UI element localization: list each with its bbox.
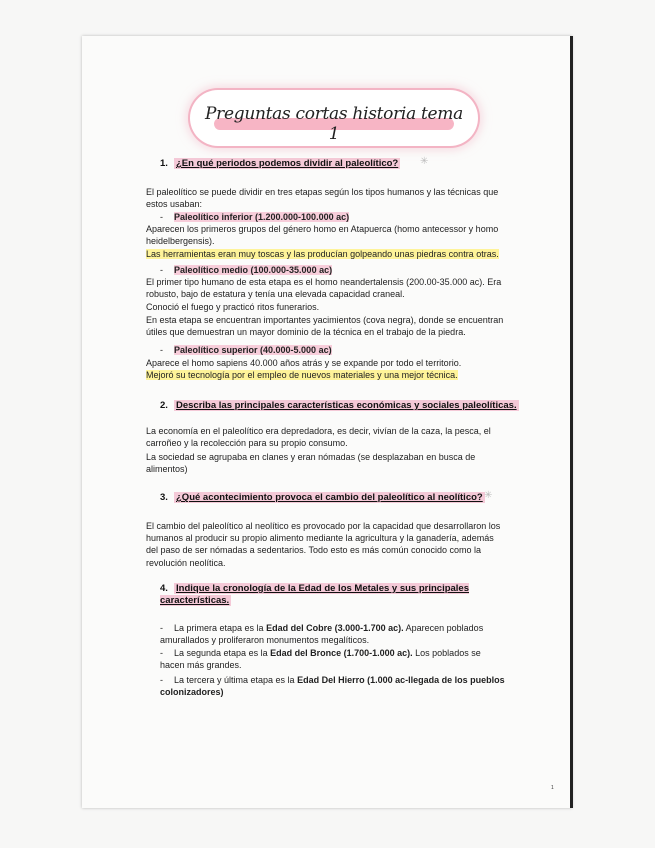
period-2-body3: En esta etapa se encuentran importantes yacimientos (cova negra), donde se encuentran útiles que demuestran un mayor dominio de la técnica en el trabajo de la piedra. xyxy=(146,315,504,338)
period-1-heading: - Paleolítico inferior (1.200.000-100.000 ac) xyxy=(160,212,350,222)
q1-intro: El paleolítico se puede dividir en tres etapas según los tipos humanos y las técnicas que estos usaban: xyxy=(146,187,499,210)
question-text: Indique la cronología de la Edad de los Metales y sus principales características. xyxy=(160,583,469,606)
question-number: 2. xyxy=(160,400,168,411)
question-2 xyxy=(160,400,519,412)
question-text: ¿En qué periodos podemos dividir al paleolítico? xyxy=(176,158,399,169)
question-number: 1. xyxy=(160,158,168,169)
period-3-heading: - Paleolítico superior (40.000-5.000 ac) xyxy=(160,345,332,355)
metals-item-1: - La primera etapa es la Edad del Cobre (3.000-1.700 ac). Aparecen poblados amurallados y proliferaron monumentos megalíticos. xyxy=(160,623,484,645)
q3-paragraph: El cambio del paleolítico al neolítico es provocado por la capacidad que desarrollaron los humanos al producir su propio alimento mediante la agricultura y la ganadería, además del paso de ser nómadas a sedentarios. Todo esto es más común conocido como la revolución neolítica. xyxy=(146,521,501,568)
metals-item-2: - La segunda etapa es la Edad del Bronce (1.700-1.000 ac). Los poblados se hacen más grandes. xyxy=(160,648,481,670)
period-3-body2: Mejoró su tecnología por el empleo de nuevos materiales y una mejor técnica. xyxy=(146,370,458,380)
period-1-body2: Las herramientas eran muy toscas y las producían golpeando unas piedras contra otras. xyxy=(146,249,499,259)
metals-item-3: - La tercera y última etapa es la Edad Del Hierro (1.000 ac-llegada de los pueblos colonizadores) xyxy=(160,675,505,697)
period-3-body: Aparece el homo sapiens 40.000 años atrás y se expande por todo el territorio. xyxy=(146,358,462,368)
q2-paragraph-1: La economía en el paleolítico era depredadora, es decir, vivían de la caza, la pesca, el carroñeo y la recolección para su propio consumo. xyxy=(146,426,491,449)
question-number: 4. xyxy=(160,583,168,594)
document-title: Preguntas cortas historia tema 1 xyxy=(205,104,463,144)
question-number: 3. xyxy=(160,492,168,503)
page-number: 1 xyxy=(551,785,554,791)
question-3 xyxy=(160,492,485,504)
question-text: Describa las principales características económicas y sociales paleolíticas. xyxy=(176,400,517,411)
period-2-body: El primer tipo humano de esta etapa es el homo neandertalensis (200.00-35.000 ac). Era robusto, bajo de estatura y tenía una elevada capacidad craneal. xyxy=(146,277,502,300)
question-4 xyxy=(160,583,480,607)
question-1 xyxy=(160,158,400,170)
sparkle-icon: ✳ xyxy=(484,490,493,501)
period-1-body: Aparecen los primeros grupos del género homo en Atapuerca (homo antecessor y homo heidelbergensis). xyxy=(146,224,499,247)
q2-paragraph-2: La sociedad se agrupaba en clanes y eran nómadas (se desplazaban en busca de alimentos) xyxy=(146,452,476,475)
period-2-body2: Conoció el fuego y practicó ritos funerarios. xyxy=(146,302,320,312)
period-2-heading: - Paleolítico medio (100.000-35.000 ac) xyxy=(160,265,333,275)
scan-edge xyxy=(570,36,573,808)
sparkle-icon: ✳ xyxy=(420,156,429,167)
question-text: ¿Qué acontecimiento provoca el cambio del paleolítico al neolítico? xyxy=(176,492,483,503)
